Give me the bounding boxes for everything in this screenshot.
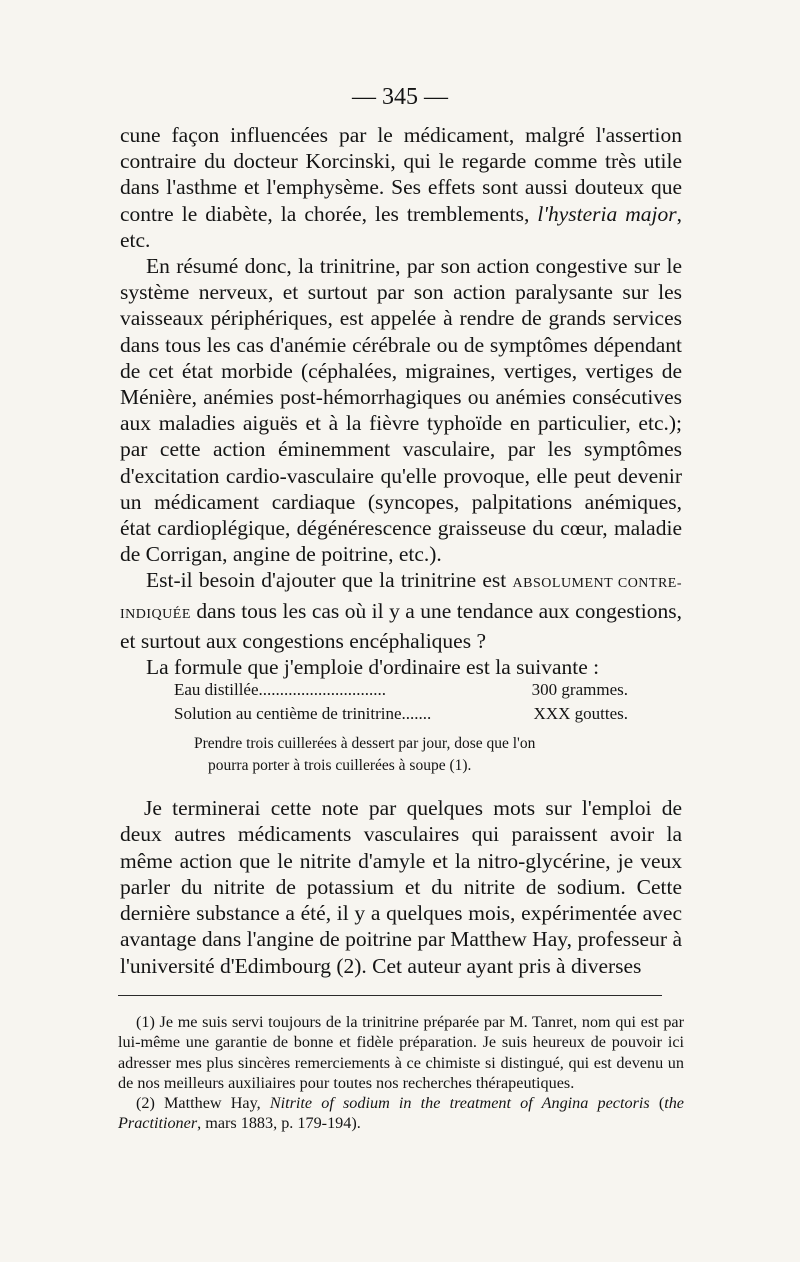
footnote-2: (2) Matthew Hay, Nitrite of sodium in the treatment of Angina pectoris (the Practitioner, mars 1883, p. 179-194). bbox=[118, 1094, 684, 1133]
formula-ingredient: Solution au centième de trinitrine....... bbox=[174, 704, 432, 723]
formula-quantity: XXX gouttes. bbox=[533, 704, 628, 723]
formula-quantity: 300 grammes. bbox=[531, 680, 628, 699]
footnote-divider bbox=[118, 995, 662, 996]
page-number: — 345 — bbox=[352, 84, 448, 110]
formula-row bbox=[174, 678, 628, 702]
main-text-continued bbox=[120, 795, 682, 979]
paragraph-2: En résumé donc, la trinitrine, par son action congestive sur le système nerveux, et surtout par son action paralysante sur les vaisseaux périphériques, est appelée à rendre de grands services dans tous les cas d'anémie cérébrale ou de symptômes dépendant de cet état morbide (céphalées, migraines, vertiges, vertiges de Ménière, anémies post-hémorrhagiques ou anémies consécutives aux maladies aiguës et à la fièvre typhoïde en particulier, etc.); par cette action éminemment vasculaire, par les symptômes d'excitation cardio-vasculaire qu'elle provoque, elle peut devenir un médicament cardiaque (syncopes, palpitations anémiques, état cardioplégique, dégénérescence graisseuse du cœur, maladie de Corrigan, angine de poitrine, etc.). bbox=[120, 254, 682, 567]
dosage-instructions: Prendre trois cuillerées à dessert par jour, dose que l'on pourra porter à trois cuillerées à soupe (1). bbox=[194, 735, 536, 774]
formula-block bbox=[174, 678, 628, 726]
formula-row bbox=[174, 702, 628, 726]
formula-ingredient: Eau distillée.............................. bbox=[174, 680, 387, 699]
paragraph-1: cune façon influencées par le médicament, malgré l'assertion contraire du docteur Korcinski, qui le regarde comme très utile dans l'asthme et l'emphysème. Ses effets sont aussi douteux que contre le diabète, la chorée, les tremblements, l'hysteria major, etc. bbox=[120, 123, 682, 252]
paragraph-3: Est-il besoin d'ajouter que la trinitrine est ABSOLUMENT CONTRE-INDIQUÉE dans tous les cas où il y a une tendance aux congestions, et surtout aux congestions encéphaliques ? bbox=[120, 568, 683, 653]
footnote-1: (1) Je me suis servi toujours de la trinitrine préparée par M. Tanret, nom qui est par lui-même une garantie de bonne et fidèle préparation. Je suis heureux de pouvoir ici adresser mes plus sincères remerciements à ce chimiste si distingué, qui est devenu un de nos meilleurs auxiliaires pour toutes nos recherches thérapeutiques. bbox=[118, 1013, 684, 1092]
paragraph-4: La formule que j'emploie d'ordinaire est la suivante : bbox=[146, 655, 600, 680]
emphasis-smallcaps: ABSOLUMENT CONTRE-INDIQUÉE bbox=[120, 576, 683, 622]
footnotes bbox=[118, 1012, 684, 1134]
paragraph-5: Je terminerai cette note par quelques mots sur l'emploi de deux autres médicaments vasculaires qui paraissent avoir la même action que le nitrite d'amyle et la nitro-glycérine, je veux parler du nitrite de potassium et du nitrite de sodium. Cette dernière substance a été, il y a quelques mois, expérimentée avec avantage dans l'angine de poitrine par Matthew Hay, professeur à l'université d'Edimbourg (2). Cet auteur ayant pris à diverses bbox=[120, 796, 682, 978]
italic-term: l'hysteria major bbox=[537, 201, 677, 226]
main-text bbox=[120, 122, 682, 680]
